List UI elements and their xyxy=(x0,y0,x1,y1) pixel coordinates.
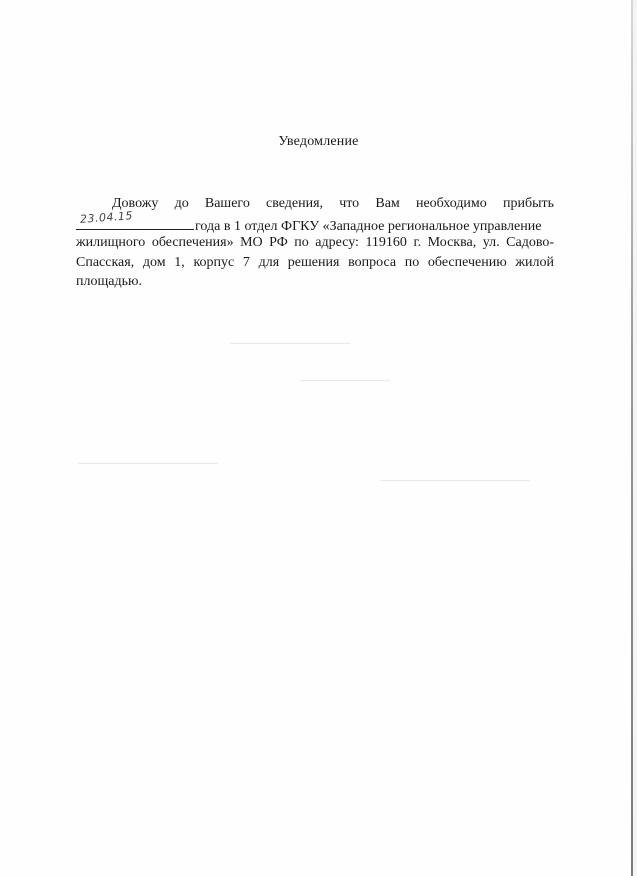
scan-artifact xyxy=(78,463,218,464)
paper-edge xyxy=(633,0,637,876)
notice-body xyxy=(76,194,554,292)
scan-artifact xyxy=(230,343,350,344)
body-line-1: Довожу до Вашего сведения, что Вам необходимо прибыть xyxy=(112,196,554,211)
body-line-4: Спасская, дом 1, корпус 7 для решения вопроса по обеспечению жилой xyxy=(76,254,554,270)
scan-artifact xyxy=(300,380,390,381)
body-line-2-text: года в 1 отдел ФГКУ «Западное региональное управление xyxy=(195,218,542,234)
paper-edge-shadow xyxy=(631,0,633,876)
document-title: Уведомление xyxy=(278,134,359,149)
body-line-3: жилищного обеспечения» МО РФ по адресу: 119160 г. Москва, ул. Садово- xyxy=(76,235,554,250)
body-line-5: площадью. xyxy=(76,274,142,289)
date-field xyxy=(76,208,194,230)
body-line-2 xyxy=(76,208,554,234)
handwritten-date: 23.04.15 xyxy=(79,208,134,226)
scan-artifact xyxy=(380,480,530,481)
